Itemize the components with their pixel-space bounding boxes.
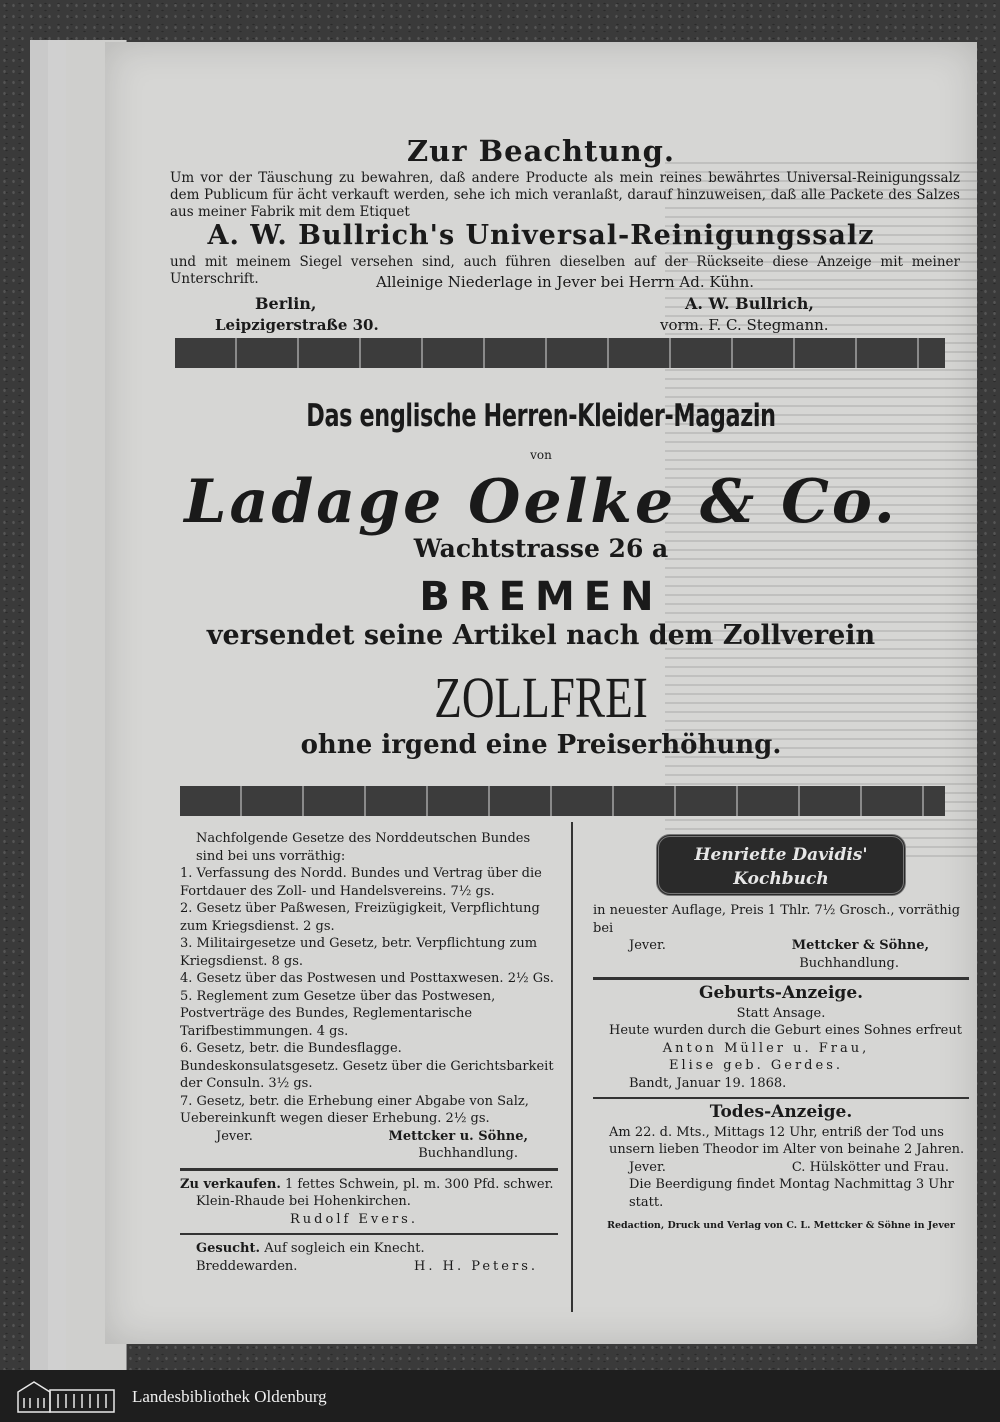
magazin-von: von	[530, 448, 552, 462]
left-column	[180, 830, 558, 1275]
geburt-sign1: Anton Müller u. Frau,	[662, 1040, 870, 1056]
magazin-title: Das englische Herren-Kleider-Magazin	[306, 398, 776, 434]
gesucht-place: Breddewarden.	[196, 1258, 298, 1274]
gesetze-item: 4. Gesetz über das Postwesen und Posttaxwesen. 2½ Gs.	[180, 971, 554, 986]
magazin-firm: Ladage Oelke & Co.	[184, 467, 898, 537]
gesetze-item: 1. Verfassung des Nordd. Bundes und Vertrag über die Fortdauer des Zoll- und Handelsvereins. 7½ gs.	[180, 866, 542, 899]
section-rule	[593, 977, 969, 980]
beachtung-street: Leipzigerstraße 30.	[215, 316, 379, 334]
beachtung-text: Um vor der Täuschung zu bewahren, daß andere Producte als mein reines bewährtes Universal-Reinigungssalz dem Publicum für ächt verkauft werden, sehe ich mich veranlaßt, darauf hinzuweisen, daß alle Packete des Salzes aus meiner Fabrik mit dem Etiquet	[170, 170, 960, 220]
newspaper-page	[105, 42, 977, 1344]
todes-sign: C. Hülskötter und Frau.	[791, 1159, 949, 1175]
magazin-city: BREMEN	[419, 574, 663, 620]
beachtung-city: Berlin,	[255, 294, 317, 313]
todes-place: Jever.	[629, 1159, 666, 1175]
kochbuch-place: Jever.	[629, 938, 666, 953]
gesetze-item: 2. Gesetz über Paßwesen, Freizügigkeit, Verpflichtung zum Kriegsdienst. 2 gs.	[180, 901, 540, 934]
geburt-sign2: Elise geb. Gerdes.	[668, 1058, 843, 1073]
section-rule	[180, 1233, 558, 1235]
gesucht-text: Auf sogleich ein Knecht.	[264, 1241, 425, 1256]
library-building-icon	[14, 1378, 118, 1414]
gesetze-item: 5. Reglement zum Gesetze über das Postwesen, Postverträge des Bundes, Reglementarische Tarifbestimmungen. 4 gs.	[180, 988, 496, 1039]
gesetze-place: Jever.	[216, 1128, 253, 1144]
beachtung-text2: und mit meinem Siegel versehen sind, auch führen dieselben auf der Rückseite diese Anzeige mit meiner Unterschrift.	[170, 254, 960, 287]
section-rule	[593, 1097, 969, 1099]
kochbuch-emblem	[656, 834, 906, 896]
geburt-sub: Statt Ansage.	[736, 1005, 826, 1021]
verkaufen-text: 1 fettes Schwein, pl. m. 300 Pfd. schwer.	[285, 1176, 554, 1192]
beachtung-signature2: vorm. F. C. Stegmann.	[660, 316, 829, 334]
verkaufen-sign: Rudolf Evers.	[290, 1211, 418, 1227]
gesucht-heading: Gesucht.	[196, 1241, 261, 1256]
magazin-line1: versendet seine Artikel nach dem Zollverein	[206, 620, 876, 651]
right-column	[593, 830, 969, 1235]
kochbuch-text: in neuester Auflage, Preis 1 Thlr. 7½ Grosch., vorräthig bei	[593, 903, 961, 936]
geburt-title: Geburts-Anzeige.	[698, 983, 864, 1003]
column-divider	[571, 822, 573, 1312]
gesetze-item: 6. Gesetz, betr. die Bundesflagge. Bundeskonsulatsgesetz. Gesetz über die Gerichtsbarkeit der Consuln. 3½ gs.	[180, 1041, 554, 1091]
section-rule	[180, 1168, 558, 1171]
imprint: Redaction, Druck und Verlag von C. L. Mettcker & Söhne in Jever	[607, 1220, 955, 1231]
ornamental-rule	[180, 786, 945, 816]
kochbuch-line2: Kochbuch	[733, 869, 829, 889]
beachtung-title: Zur Beachtung.	[406, 134, 676, 168]
kochbuch-sign1: Mettcker & Söhne,	[791, 938, 929, 953]
beachtung-signature: A. W. Bullrich,	[685, 294, 814, 313]
gesucht-sign: H. H. Peters.	[414, 1258, 538, 1274]
gesetze-item: 7. Gesetz, betr. die Erhebung einer Abgabe von Salz, Uebereinkunft wegen dieser Erhebung. 2½ gs.	[180, 1093, 529, 1126]
todes-title: Todes-Anzeige.	[709, 1102, 853, 1122]
todes-text: Am 22. d. Mts., Mittags 12 Uhr, entriß der Tod uns unsern lieben Theodor im Alter von beinahe 2 Jahren.	[609, 1124, 965, 1157]
beachtung-agency: Alleinige Niederlage in Jever bei Herrn Ad. Kühn.	[375, 273, 755, 291]
magazin-street: Wachtstrasse 26 a	[413, 534, 669, 563]
magazin-zollfrei: ZOLLFREI	[434, 665, 648, 730]
gesetze-sign2: Buchhandlung.	[418, 1146, 518, 1161]
todes-text2: Die Beerdigung findet Montag Nachmittag 3 Uhr statt.	[629, 1177, 954, 1210]
beachtung-product: A. W. Bullrich's Universal-Reinigungssalz	[207, 220, 875, 251]
magazin-line2: ohne irgend eine Preiserhöhung.	[300, 730, 782, 760]
footer-library-name: Landesbibliothek Oldenburg	[132, 1387, 327, 1406]
kochbuch-sign2: Buchhandlung.	[799, 955, 899, 971]
ornamental-rule	[175, 338, 945, 368]
geburt-text: Heute wurden durch die Geburt eines Sohnes erfreut	[609, 1023, 962, 1038]
verkaufen-heading: Zu verkaufen.	[180, 1176, 281, 1192]
gesetze-item: 3. Militairgesetze und Gesetz, betr. Verpflichtung zum Kriegsdienst. 8 gs.	[180, 936, 538, 969]
geburt-date: Bandt, Januar 19. 1868.	[629, 1075, 787, 1091]
verkaufen-place: Klein-Rhaude bei Hohenkirchen.	[196, 1194, 411, 1209]
gesetze-sign1: Mettcker u. Söhne,	[388, 1128, 528, 1144]
kochbuch-line1: Henriette Davidis'	[694, 845, 868, 865]
gesetze-intro: Nachfolgende Gesetze des Norddeutschen Bundes sind bei uns vorräthig:	[196, 831, 531, 864]
